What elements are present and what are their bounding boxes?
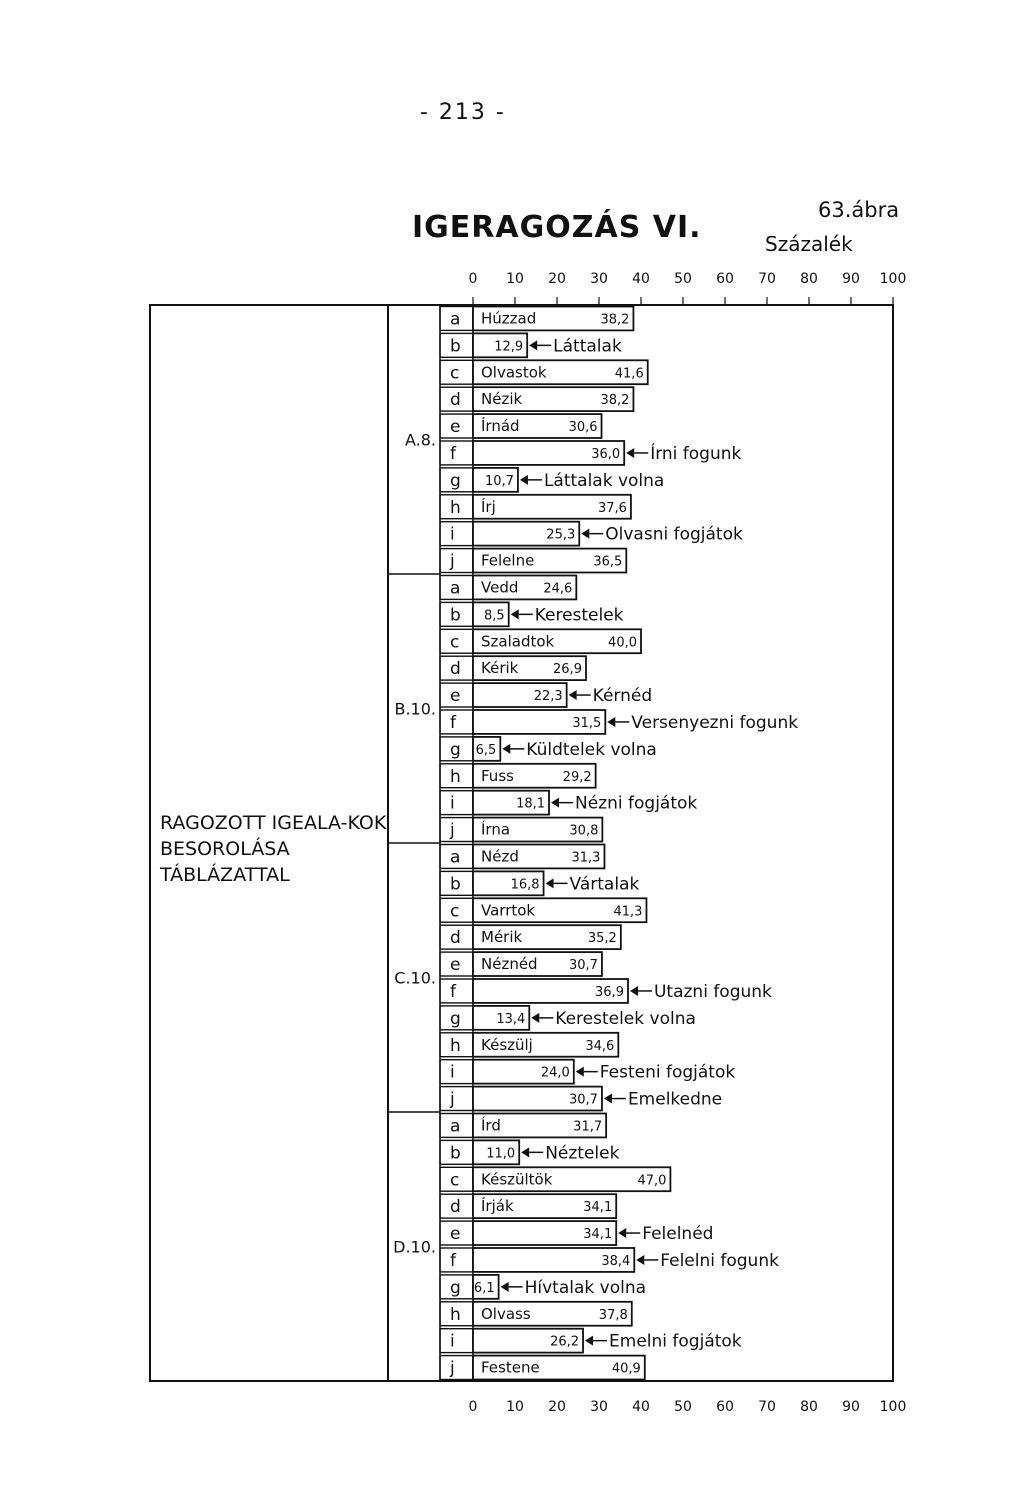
bar-value-label: 24,0	[540, 1065, 570, 1081]
bar-value-label: 35,2	[587, 931, 617, 947]
arrow-head	[581, 529, 589, 539]
axis-unit-label: Százalék	[765, 232, 853, 256]
row-letter: d	[450, 390, 461, 411]
row-letter: g	[450, 470, 461, 491]
row-letter: e	[450, 955, 461, 976]
arrow-head	[501, 1282, 509, 1292]
letter-cell	[440, 1087, 473, 1111]
letter-cell	[440, 549, 473, 573]
bar-inside-label: Írna	[481, 820, 511, 839]
bar-value-label: 6,1	[473, 1280, 495, 1296]
bar-outside-label: Festeni fogjátok	[599, 1062, 736, 1083]
bar-value-label: 24,6	[543, 581, 573, 597]
bar-inside-label: Írd	[481, 1116, 501, 1135]
bar-inside-label: Varrtok	[481, 901, 536, 920]
arrow-head	[630, 986, 638, 996]
bar-inside-label: Fuss	[481, 766, 514, 785]
tick-label-bottom: 60	[716, 1399, 734, 1415]
group-name-label: A.8.	[404, 430, 436, 450]
bar-inside-label: Nézik	[481, 390, 523, 409]
bar-outside-label: Felelni fogunk	[660, 1250, 779, 1271]
arrow-head	[502, 744, 510, 754]
tick-label-top: 0	[468, 271, 478, 287]
row-letter: a	[450, 847, 461, 868]
bar-value-label: 8,5	[484, 608, 505, 624]
tick-label-bottom: 20	[548, 1399, 566, 1415]
bar-inside-label: Felelne	[481, 551, 535, 570]
bar-outside-label: Kerestelek	[534, 605, 624, 626]
letter-cell	[440, 441, 473, 465]
letter-cell	[440, 1329, 473, 1353]
bar-outside-label: Láttalak volna	[543, 470, 665, 491]
bar-outside-label: Hívtalak volna	[524, 1277, 647, 1298]
table-side-label: RAGOZOTT IGEALA-KOK BESOROLÁSA TÁBLÁZATTAL	[160, 812, 387, 886]
row-letter: b	[450, 1143, 461, 1164]
bar-value-label: 16,8	[510, 877, 540, 893]
bar-inside-label: Írják	[481, 1197, 514, 1216]
bar-value-label: 38,4	[601, 1253, 631, 1269]
bar-value-label: 6,5	[475, 742, 497, 758]
row-letter: e	[450, 686, 461, 707]
group-name-label: D.10.	[393, 1237, 436, 1257]
row-letter: j	[450, 1089, 455, 1110]
bar-value-label: 40,9	[611, 1361, 641, 1377]
figure-label: 63.ábra	[818, 198, 900, 222]
tick-label-bottom: 80	[800, 1399, 818, 1415]
tick-label-top: 40	[632, 271, 650, 287]
row-letter: f	[450, 1250, 456, 1271]
letter-cell	[440, 522, 473, 546]
tick-label-bottom: 10	[506, 1399, 524, 1415]
chart-title: IGERAGOZÁS VI.	[412, 210, 702, 245]
letter-cell	[440, 791, 473, 815]
row-letter: e	[450, 1224, 461, 1245]
row-letter: c	[450, 632, 460, 653]
bar-value-label: 34,1	[583, 1200, 613, 1216]
tick-label-top: 50	[674, 271, 692, 287]
bar-inside-label: Készülj	[481, 1035, 533, 1054]
tick-label-top: 60	[716, 271, 734, 287]
row-letter: f	[450, 443, 456, 464]
bar-value-label: 36,0	[591, 446, 621, 462]
row-letter: d	[450, 659, 461, 680]
row-letter: h	[450, 1304, 461, 1325]
bar-value-label: 38,2	[600, 393, 630, 409]
tick-label-bottom: 50	[674, 1399, 692, 1415]
letter-cell	[440, 979, 473, 1003]
tick-label-bottom: 70	[758, 1399, 776, 1415]
bar-value-label: 31,3	[571, 850, 601, 866]
row-letter: j	[450, 820, 455, 841]
bar-inside-label: Vedd	[481, 578, 519, 597]
bar-value-label: 41,3	[613, 904, 643, 920]
table-frame	[150, 305, 893, 1381]
bar-value-label: 22,3	[533, 689, 563, 705]
bar-inside-label: Írj	[481, 497, 496, 516]
letter-cell	[440, 710, 473, 734]
arrow-head	[546, 878, 554, 888]
bar-value-label: 18,1	[516, 796, 546, 812]
tick-label-top: 10	[506, 271, 524, 287]
bar-value-label: 37,8	[598, 1307, 628, 1323]
row-letter: i	[450, 793, 455, 814]
row-letter: g	[450, 739, 461, 760]
row-letter: a	[450, 1116, 461, 1137]
group-name-label: C.10.	[394, 968, 436, 988]
tick-label-bottom: 100	[879, 1399, 907, 1415]
tick-label-bottom: 30	[590, 1399, 608, 1415]
bar-outside-label: Néztelek	[545, 1143, 620, 1164]
bar-inside-label: Írnád	[481, 417, 520, 436]
bar-value-label: 30,7	[568, 958, 598, 974]
bar-outside-label: Vártalak	[569, 874, 640, 895]
bar-value-label: 40,0	[608, 635, 637, 651]
row-letter: h	[450, 497, 461, 518]
bar-value-label: 26,9	[553, 662, 582, 678]
bar-outside-label: Küldtelek volna	[526, 739, 657, 760]
group-name-label: B.10.	[394, 699, 436, 719]
bar-value-label: 29,2	[562, 769, 592, 785]
bar-inside-label: Készültök	[481, 1170, 553, 1189]
tick-label-top: 30	[590, 271, 608, 287]
bar-value-label: 31,7	[573, 1119, 603, 1135]
arrow-head	[607, 717, 615, 727]
row-letter: c	[450, 1170, 460, 1191]
row-letter: a	[450, 578, 461, 599]
bar-value-label: 12,9	[494, 339, 524, 355]
letter-cell	[440, 818, 473, 842]
arrow-head	[529, 340, 537, 350]
bar-outside-label: Versenyezni fogunk	[631, 712, 799, 733]
bar-value-label: 34,6	[585, 1038, 615, 1054]
row-letter: b	[450, 336, 461, 357]
row-letter: a	[450, 309, 461, 330]
bar-outside-label: Emelni fogjátok	[609, 1331, 742, 1352]
bar-inside-label: Festene	[481, 1358, 540, 1377]
row-letter: i	[450, 1331, 455, 1352]
row-letter: d	[450, 1197, 461, 1218]
row-letter: c	[450, 901, 460, 922]
bar-outside-label: Kerestelek volna	[555, 1008, 696, 1029]
bar-value-label: 38,2	[600, 312, 630, 328]
bar-value-label: 11,0	[486, 1146, 516, 1162]
arrow-head	[551, 798, 559, 808]
bar-value-label: 10,7	[484, 473, 514, 489]
bar-inside-label: Mérik	[481, 928, 523, 947]
row-letter: h	[450, 1035, 461, 1056]
bar-value-label: 30,7	[568, 1092, 598, 1108]
arrow-head	[636, 1255, 644, 1265]
tick-label-top: 90	[842, 271, 860, 287]
bar-value-label: 30,6	[568, 420, 598, 436]
letter-cell	[440, 1356, 473, 1380]
arrow-head	[576, 1067, 584, 1077]
bar-value-label: 31,5	[572, 715, 602, 731]
row-letter: c	[450, 363, 460, 384]
bar-outside-label: Láttalak	[553, 336, 622, 357]
bar-value-label: 30,8	[569, 823, 599, 839]
tick-label-top: 70	[758, 271, 776, 287]
bar-outside-label: Utazni fogunk	[653, 981, 772, 1002]
arrow-head	[511, 609, 519, 619]
tick-label-bottom: 90	[842, 1399, 860, 1415]
bar-value-label: 34,1	[583, 1227, 613, 1243]
row-letter: g	[450, 1277, 461, 1298]
arrow-head	[569, 690, 577, 700]
row-letter: j	[450, 1358, 455, 1379]
bar-inside-label: Szaladtok	[481, 632, 555, 651]
arrow-head	[618, 1228, 626, 1238]
bar-outside-label: Felelnéd	[642, 1224, 714, 1245]
page-number: - 213 -	[420, 100, 506, 125]
arrow-head	[585, 1336, 593, 1346]
arrow-head	[604, 1094, 612, 1104]
arrow-head	[521, 1147, 529, 1157]
bar-inside-label: Olvastok	[481, 363, 547, 382]
row-letter: i	[450, 524, 455, 545]
row-letter: j	[450, 551, 455, 572]
tick-label-top: 100	[879, 271, 907, 287]
bar-value-label: 13,4	[496, 1011, 526, 1027]
row-letter: d	[450, 928, 461, 949]
bar-outside-label: Kérnéd	[592, 686, 653, 707]
bar-inside-label: Nézd	[481, 847, 519, 866]
row-letter: f	[450, 712, 456, 733]
row-letter: f	[450, 981, 456, 1002]
bar-inside-label: Húzzad	[481, 309, 537, 328]
bar-value-label: 36,9	[595, 984, 624, 1000]
bar-outside-label: Emelkedne	[627, 1089, 723, 1110]
bar-value-label: 36,5	[593, 554, 623, 570]
letter-cell	[440, 1248, 473, 1272]
tick-label-top: 80	[800, 271, 818, 287]
arrow-head	[626, 448, 634, 458]
bar-value-label: 26,2	[550, 1334, 580, 1350]
arrow-head	[520, 475, 528, 485]
arrow-head	[531, 1013, 539, 1023]
bar-outside-label: Nézni fogjátok	[575, 793, 698, 814]
row-letter: b	[450, 605, 461, 626]
bar-inside-label: Néznéd	[481, 955, 538, 974]
bar-value-label: 25,3	[546, 527, 576, 543]
bar-inside-label: Olvass	[481, 1304, 531, 1323]
letter-cell	[440, 1060, 473, 1084]
row-letter: h	[450, 766, 461, 787]
tick-label-bottom: 0	[468, 1399, 478, 1415]
row-letter: i	[450, 1062, 455, 1083]
bar-outside-label: Írni fogunk	[650, 443, 742, 464]
bar-value-label: 41,6	[614, 366, 644, 382]
row-letter: e	[450, 417, 461, 438]
bar-outside-label: Olvasni fogjátok	[605, 524, 743, 545]
row-letter: g	[450, 1008, 461, 1029]
bar-value-label: 47,0	[637, 1173, 667, 1189]
bar-inside-label: Kérik	[481, 659, 519, 678]
tick-label-bottom: 40	[632, 1399, 650, 1415]
bar-value-label: 37,6	[597, 500, 627, 516]
row-letter: b	[450, 874, 461, 895]
tick-label-top: 20	[548, 271, 566, 287]
